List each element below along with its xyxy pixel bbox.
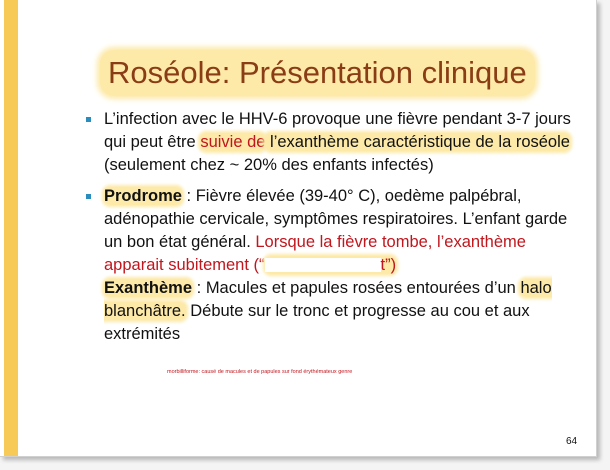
- red-text: Lorsque la fièvre tombe, l’exanthème apparait subitement (“: [104, 233, 526, 274]
- red-text: t”): [380, 256, 397, 274]
- bullet-text: Fièvre élevée (39-40° C), oedème palpébral, adénopathie cervicale, symptômes respiratoires. L’enfant garde un bon état général.: [104, 187, 568, 251]
- redacted-highlight: [265, 256, 397, 274]
- bullet-text: (seulement chez ~ 20% des enfants infectés): [104, 156, 434, 174]
- highlighted-text: l’exanthème caractéristique de la roséole: [265, 133, 570, 151]
- prodrome-label: Prodrome: [104, 187, 182, 205]
- bullet-infection: [84, 108, 584, 177]
- slide-accent-bar: [4, 0, 18, 456]
- footnote: morbilliforme: causé de macules et de papules sur fond érythémateux genre: [167, 369, 353, 375]
- slide-body: [84, 108, 584, 354]
- redacted-block: [265, 258, 381, 272]
- page-number: 64: [566, 436, 578, 447]
- slide-title: Roséole: Présentation clinique: [100, 50, 535, 96]
- highlighted-red-text: suivie de: [200, 133, 266, 151]
- bullet-text: L’infection avec le HHV-6 provoque une fièvre pendant 3-7 jours qui peut être: [104, 110, 571, 151]
- highlighted-text: halo blanchâtre.: [104, 279, 552, 320]
- bullet-text: Débute sur le tronc et progresse au cou et aux extrémités: [104, 302, 530, 343]
- label-separator: :: [192, 279, 206, 297]
- exantheme-label: Exanthème: [104, 279, 193, 297]
- bullet-square-icon: [86, 117, 91, 122]
- label-separator: :: [181, 187, 196, 205]
- bullet-text: Macules et papules rosées entourées d’un: [205, 279, 521, 297]
- bullet-square-icon: [86, 194, 91, 199]
- bullet-prodrome: [84, 185, 584, 346]
